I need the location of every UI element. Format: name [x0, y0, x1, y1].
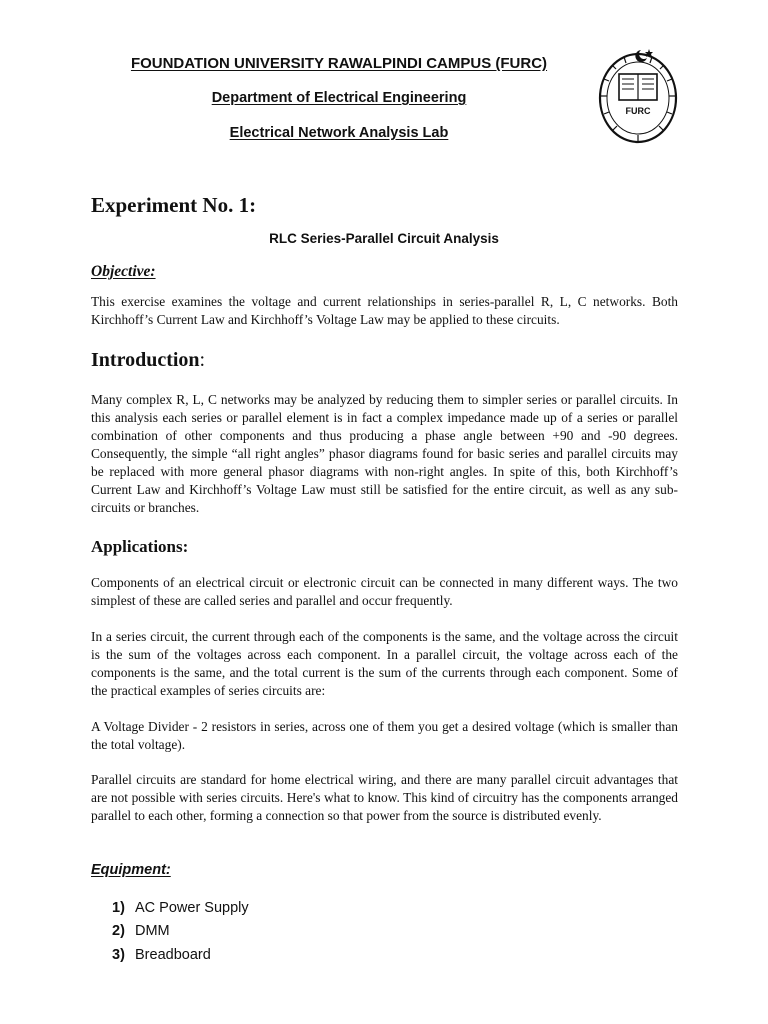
introduction-text: Many complex R, L, C networks may be analyzed by reducing them to simpler series or parallel circuits. In this analysis each series or parallel element is in fact a complex impedance made up of a series or parallel combination of other components and thus producing a phase angle between +90 and -90 degrees. Consequently, the simple “all right angles” phasor diagrams found for basic series and parallel circuits may be replaced with more general phasor diagrams with non-right angles. In spite of this, both Kirchhoff’s Current Law and Kirchhoff’s Voltage Law must still be satisfied for the entire circuit, as well as any sub-circuits or branches.: [91, 392, 678, 515]
equipment-item-label: DMM: [135, 923, 170, 940]
objective-text: This exercise examines the voltage and current relationships in series-parallel R, L, C networks. Both Kirchhoff’s Current Law and Kirchhoff’s Voltage Law may be applied to these circuits.: [91, 294, 678, 327]
objective-heading: Objective:: [91, 263, 156, 280]
seal-text: FURC: [625, 106, 651, 116]
applications-paragraph: In a series circuit, the current through each of the components is the same, and the voltage across the circuit is the sum of the voltages across each component. In a parallel circuit, the voltage across each of the components is the same, and the total current is the sum of the currents through each component. Some of the practical examples of series circuits are:: [91, 629, 678, 698]
university-seal-icon: [597, 46, 679, 146]
university-name: FOUNDATION UNIVERSITY RAWALPINDI CAMPUS (FURC): [130, 55, 548, 72]
applications-paragraph: Parallel circuits are standard for home electrical wiring, and there are many parallel circuit advantages that are not possible with series circuits. Here's what to know. This kind of circuitry has the components arranged parallel to each other, forming a connection so that power from the source is distributed evenly.: [91, 772, 678, 823]
applications-heading: Applications:: [91, 537, 189, 556]
equipment-item-number: 3): [112, 946, 125, 963]
equipment-item: [112, 896, 249, 920]
equipment-item-label: Breadboard: [135, 946, 211, 963]
equipment-item: [112, 943, 249, 967]
department-name: Department of Electrical Engineering: [211, 90, 467, 106]
applications-paragraph: A Voltage Divider - 2 resistors in series, across one of them you get a desired voltage (which is smaller than the total voltage).: [91, 719, 678, 752]
introduction-heading: [91, 349, 205, 372]
equipment-list: [112, 896, 249, 967]
lab-name: Electrical Network Analysis Lab: [229, 125, 449, 141]
introduction-heading-text: Introduction: [91, 349, 200, 371]
applications-paragraph: Components of an electrical circuit or electronic circuit can be connected in many different ways. The two simplest of these are called series and parallel and occur frequently.: [91, 575, 678, 608]
experiment-title: Experiment No. 1:: [91, 193, 257, 217]
equipment-item-label: AC Power Supply: [135, 899, 249, 916]
equipment-item: [112, 920, 249, 944]
introduction-colon: :: [199, 349, 206, 371]
equipment-item-number: 1): [112, 899, 125, 916]
equipment-item-number: 2): [112, 923, 125, 940]
experiment-subtitle: RLC Series-Parallel Circuit Analysis: [269, 231, 499, 246]
equipment-heading: Equipment:: [91, 862, 171, 878]
